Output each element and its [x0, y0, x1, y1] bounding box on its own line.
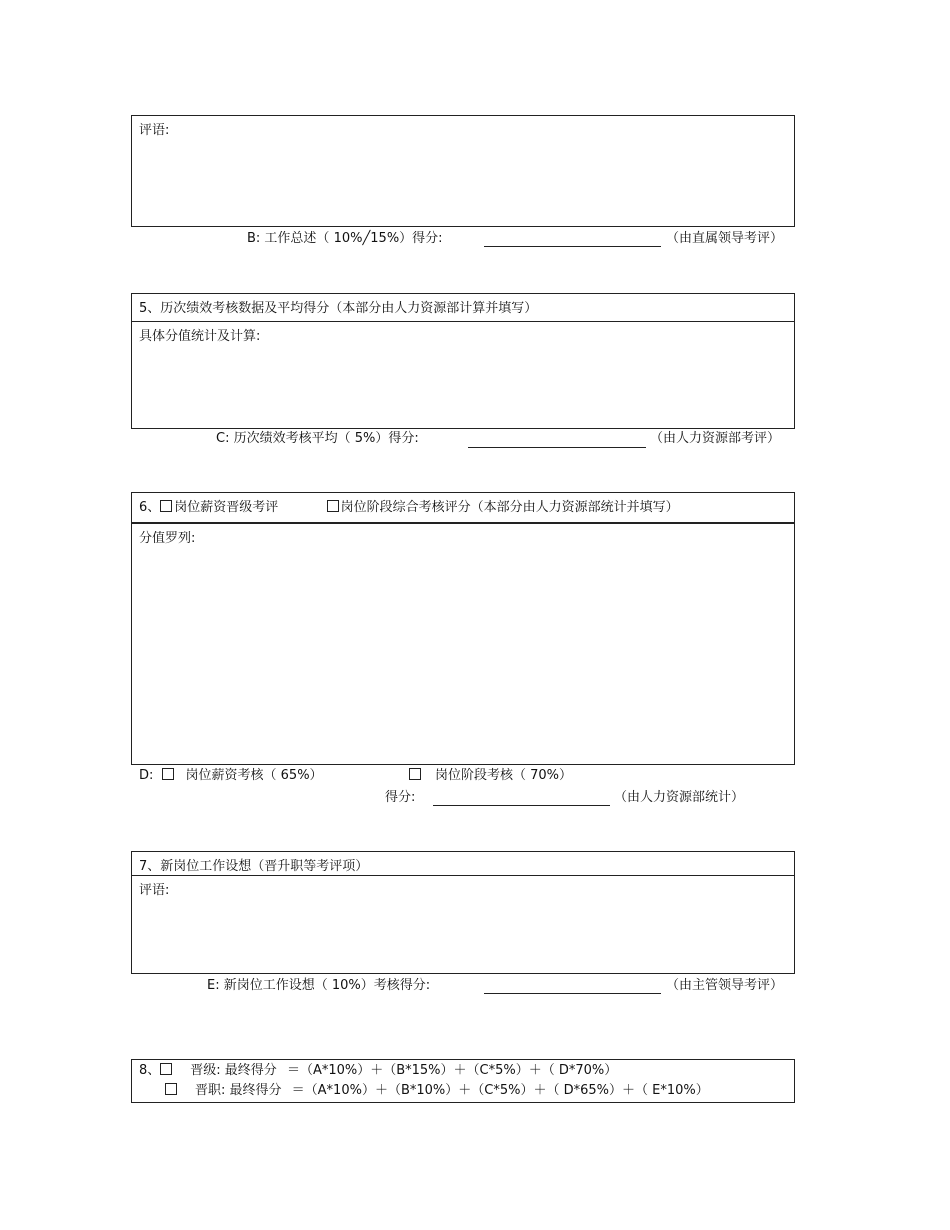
- score-line-e-label: E: 新岗位工作设想（ 10%）考核得分:: [207, 978, 431, 993]
- section-6-box: [131, 492, 795, 765]
- section-6-prefix: 6、: [139, 500, 161, 515]
- score-input-c[interactable]: [468, 447, 646, 448]
- score-line-c-label: C: 历次绩效考核平均（ 5%）得分:: [216, 431, 419, 446]
- d-option2: 岗位阶段考核（ 70%）: [435, 768, 573, 783]
- checkbox-title-promotion[interactable]: [165, 1083, 177, 1095]
- score-line-d-note: （由人力资源部统计）: [614, 790, 745, 805]
- row2-formula: ＝（A*10%）＋（B*10%）＋（C*5%）＋（ D*65%）＋（ E*10%）: [291, 1083, 709, 1098]
- section-8-prefix: 8、: [139, 1063, 161, 1078]
- section-7-header: [132, 852, 794, 876]
- checkbox-salary-assessment[interactable]: [162, 768, 174, 780]
- section-5-header: [132, 294, 794, 322]
- section-6-header: [132, 493, 794, 524]
- comment-box-b[interactable]: [131, 115, 795, 227]
- score-line-c-note: （由人力资源部考评）: [650, 431, 781, 446]
- section-6-option2: 岗位阶段综合考核评分（本部分由人力资源部统计并填写）: [340, 500, 679, 515]
- score-line-d: [139, 768, 323, 784]
- section-5-box: [131, 293, 795, 429]
- checkbox-stage-check[interactable]: [409, 768, 421, 780]
- checkbox-salary-promotion[interactable]: [160, 500, 172, 512]
- d-option1: 岗位薪资考核（ 65%）: [185, 768, 323, 783]
- score-line-b-note: （由直属领导考评）: [666, 231, 784, 246]
- section-6-option1: 岗位薪资晋级考评: [174, 500, 279, 515]
- score-line-e-note: （由主管领导考评）: [666, 978, 784, 993]
- d-prefix: D:: [139, 768, 154, 783]
- checkbox-grade-promotion[interactable]: [160, 1063, 172, 1075]
- score-line-b-label: B: 工作总述（ 10%╱15%）得分:: [247, 231, 443, 246]
- row1-formula: ＝（A*10%）＋（B*15%）＋（C*5%）＋（ D*70%）: [286, 1063, 618, 1078]
- score-line-d-option2: [409, 768, 572, 784]
- section-5-title: 5、历次绩效考核数据及平均得分（本部分由人力资源部计算并填写）: [139, 301, 538, 316]
- score-line-d-label: 得分:: [385, 790, 416, 805]
- score-input-e[interactable]: [484, 993, 661, 994]
- score-input-b[interactable]: [484, 246, 661, 247]
- row2-label: 晋职: 最终得分: [195, 1083, 282, 1098]
- section-5-body-label: 具体分值统计及计算:: [139, 329, 261, 344]
- section-7-box: [131, 851, 795, 974]
- section-7-body-label: 评语:: [139, 883, 170, 898]
- section-6-body-label: 分值罗列:: [139, 531, 196, 546]
- score-input-d[interactable]: [433, 805, 610, 806]
- row1-label: 晋级: 最终得分: [190, 1063, 277, 1078]
- formula-row-promotion: [139, 1063, 617, 1079]
- comment-label: 评语:: [139, 123, 170, 138]
- section-8-box: [131, 1059, 795, 1103]
- section-7-title: 7、新岗位工作设想（晋升职等考评项）: [139, 859, 369, 874]
- checkbox-stage-assessment[interactable]: [327, 500, 339, 512]
- formula-row-title-promotion: [165, 1083, 709, 1099]
